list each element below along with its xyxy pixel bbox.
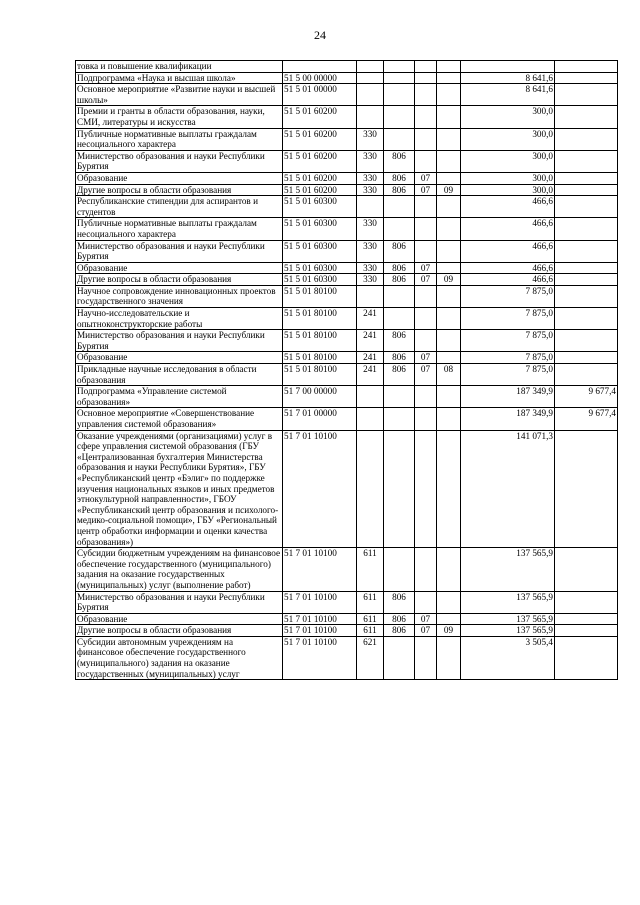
amount-cell: 7 875,0: [461, 308, 555, 330]
table-row: [76, 150, 618, 172]
row-name-cell: Подпрограмма «Управление системой образования»: [76, 386, 283, 408]
amount-extra-cell: [555, 72, 618, 84]
target-code-cell: [283, 61, 357, 73]
amount-extra-cell: [555, 330, 618, 352]
amount-cell: 300,0: [461, 106, 555, 128]
admin-code-cell: 806: [384, 184, 415, 196]
amount-extra-cell: [555, 430, 618, 548]
amount-cell: 300,0: [461, 150, 555, 172]
table-row: [76, 548, 618, 591]
row-name-cell: Министерство образования и науки Республики Бурятия: [76, 591, 283, 613]
admin-code-cell: 806: [384, 364, 415, 386]
budget-table: [75, 60, 618, 680]
target-code-cell: 51 5 01 00000: [283, 84, 357, 106]
table-row: [76, 308, 618, 330]
expense-type-cell: 241: [357, 364, 384, 386]
subsection-cell: 09: [437, 625, 461, 637]
amount-extra-cell: [555, 364, 618, 386]
expense-type-cell: 330: [357, 172, 384, 184]
row-name-cell: Публичные нормативные выплаты граждалам несоциального характера: [76, 218, 283, 240]
section-cell: [415, 285, 437, 307]
target-code-cell: 51 5 01 80100: [283, 308, 357, 330]
subsection-cell: [437, 172, 461, 184]
section-cell: [415, 196, 437, 218]
amount-extra-cell: [555, 625, 618, 637]
section-cell: 07: [415, 262, 437, 274]
table-row: [76, 61, 618, 73]
admin-code-cell: [384, 430, 415, 548]
subsection-cell: [437, 106, 461, 128]
table-row: [76, 352, 618, 364]
amount-extra-cell: [555, 352, 618, 364]
row-name-cell: Субсидии бюджетным учреждениям на финансовое обеспечение государственного (муниципального) задания на оказание государственных (муниципальных) услуг (выполнение работ): [76, 548, 283, 591]
row-name-cell: Образование: [76, 172, 283, 184]
target-code-cell: 51 7 00 00000: [283, 386, 357, 408]
section-cell: [415, 591, 437, 613]
amount-cell: 300,0: [461, 172, 555, 184]
subsection-cell: [437, 84, 461, 106]
target-code-cell: 51 5 01 60200: [283, 184, 357, 196]
expense-type-cell: 611: [357, 613, 384, 625]
target-code-cell: 51 5 01 60200: [283, 150, 357, 172]
amount-cell: 466,6: [461, 262, 555, 274]
table-row: [76, 262, 618, 274]
expense-type-cell: [357, 408, 384, 430]
subsection-cell: [437, 72, 461, 84]
expense-type-cell: 330: [357, 274, 384, 286]
target-code-cell: 51 7 01 00000: [283, 408, 357, 430]
section-cell: [415, 330, 437, 352]
section-cell: 07: [415, 184, 437, 196]
table-row: [76, 84, 618, 106]
amount-extra-cell: [555, 150, 618, 172]
target-code-cell: 51 5 01 60300: [283, 262, 357, 274]
table-row: [76, 172, 618, 184]
amount-cell: 466,6: [461, 218, 555, 240]
expense-type-cell: 241: [357, 330, 384, 352]
admin-code-cell: 806: [384, 150, 415, 172]
admin-code-cell: 806: [384, 625, 415, 637]
admin-code-cell: [384, 196, 415, 218]
amount-cell: 7 875,0: [461, 352, 555, 364]
expense-type-cell: 330: [357, 184, 384, 196]
admin-code-cell: 806: [384, 262, 415, 274]
section-cell: [415, 308, 437, 330]
amount-cell: 8 641,6: [461, 84, 555, 106]
target-code-cell: 51 5 01 60200: [283, 172, 357, 184]
amount-extra-cell: [555, 591, 618, 613]
amount-extra-cell: [555, 184, 618, 196]
subsection-cell: [437, 150, 461, 172]
admin-code-cell: 806: [384, 352, 415, 364]
target-code-cell: 51 7 01 10100: [283, 548, 357, 591]
target-code-cell: 51 5 01 80100: [283, 364, 357, 386]
section-cell: [415, 106, 437, 128]
subsection-cell: [437, 240, 461, 262]
row-name-cell: Другие вопросы в области образования: [76, 274, 283, 286]
table-row: [76, 184, 618, 196]
amount-cell: 466,6: [461, 196, 555, 218]
row-name-cell: Прикладные научные исследования в области образования: [76, 364, 283, 386]
row-name-cell: Республиканские стипендии для аспирантов и студентов: [76, 196, 283, 218]
amount-cell: 466,6: [461, 274, 555, 286]
amount-cell: 137 565,9: [461, 613, 555, 625]
target-code-cell: 51 5 00 00000: [283, 72, 357, 84]
admin-code-cell: [384, 72, 415, 84]
amount-extra-cell: [555, 172, 618, 184]
expense-type-cell: [357, 61, 384, 73]
amount-extra-cell: [555, 84, 618, 106]
row-name-cell: Другие вопросы в области образования: [76, 625, 283, 637]
subsection-cell: [437, 352, 461, 364]
amount-cell: 8 641,6: [461, 72, 555, 84]
admin-code-cell: [384, 61, 415, 73]
expense-type-cell: 241: [357, 352, 384, 364]
row-name-cell: Министерство образования и науки Республики Бурятия: [76, 240, 283, 262]
amount-cell: 187 349,9: [461, 386, 555, 408]
admin-code-cell: [384, 386, 415, 408]
section-cell: 07: [415, 364, 437, 386]
table-row: [76, 72, 618, 84]
expense-type-cell: 330: [357, 128, 384, 150]
row-name-cell: Министерство образования и науки Республики Бурятия: [76, 150, 283, 172]
amount-extra-cell: 9 677,4: [555, 386, 618, 408]
target-code-cell: 51 7 01 10100: [283, 625, 357, 637]
amount-extra-cell: [555, 262, 618, 274]
section-cell: [415, 128, 437, 150]
admin-code-cell: [384, 218, 415, 240]
admin-code-cell: 806: [384, 274, 415, 286]
expense-type-cell: 330: [357, 218, 384, 240]
section-cell: [415, 84, 437, 106]
subsection-cell: [437, 128, 461, 150]
subsection-cell: [437, 196, 461, 218]
amount-extra-cell: [555, 61, 618, 73]
section-cell: [415, 61, 437, 73]
table-row: [76, 128, 618, 150]
target-code-cell: 51 7 01 10100: [283, 591, 357, 613]
section-cell: [415, 240, 437, 262]
subsection-cell: [437, 430, 461, 548]
expense-type-cell: 611: [357, 591, 384, 613]
expense-type-cell: 330: [357, 240, 384, 262]
target-code-cell: 51 7 01 10100: [283, 430, 357, 548]
amount-cell: 7 875,0: [461, 364, 555, 386]
amount-cell: 7 875,0: [461, 330, 555, 352]
target-code-cell: 51 7 01 10100: [283, 636, 357, 679]
target-code-cell: 51 5 01 60300: [283, 274, 357, 286]
expense-type-cell: [357, 84, 384, 106]
table-row: [76, 613, 618, 625]
expense-type-cell: 330: [357, 150, 384, 172]
subsection-cell: 08: [437, 364, 461, 386]
amount-cell: 466,6: [461, 240, 555, 262]
target-code-cell: 51 5 01 60300: [283, 240, 357, 262]
admin-code-cell: 806: [384, 172, 415, 184]
amount-extra-cell: [555, 613, 618, 625]
amount-cell: 3 505,4: [461, 636, 555, 679]
section-cell: 07: [415, 613, 437, 625]
amount-extra-cell: [555, 548, 618, 591]
expense-type-cell: 621: [357, 636, 384, 679]
target-code-cell: 51 5 01 60200: [283, 128, 357, 150]
subsection-cell: [437, 548, 461, 591]
expense-type-cell: [357, 285, 384, 307]
admin-code-cell: [384, 106, 415, 128]
amount-cell: 300,0: [461, 184, 555, 196]
amount-extra-cell: [555, 636, 618, 679]
subsection-cell: [437, 308, 461, 330]
table-row: [76, 408, 618, 430]
amount-extra-cell: [555, 196, 618, 218]
section-cell: [415, 430, 437, 548]
table-row: [76, 106, 618, 128]
amount-cell: 7 875,0: [461, 285, 555, 307]
admin-code-cell: 806: [384, 591, 415, 613]
section-cell: [415, 150, 437, 172]
amount-extra-cell: [555, 274, 618, 286]
subsection-cell: 09: [437, 184, 461, 196]
subsection-cell: [437, 591, 461, 613]
admin-code-cell: 806: [384, 613, 415, 625]
amount-cell: 141 071,3: [461, 430, 555, 548]
subsection-cell: [437, 285, 461, 307]
amount-extra-cell: [555, 285, 618, 307]
row-name-cell: Субсидии автономным учреждениям на финансовое обеспечение государственного (муниципального) задания на оказание государственных (муниципальных) услуг: [76, 636, 283, 679]
target-code-cell: 51 5 01 80100: [283, 352, 357, 364]
section-cell: 07: [415, 352, 437, 364]
subsection-cell: 09: [437, 274, 461, 286]
amount-extra-cell: [555, 106, 618, 128]
section-cell: [415, 548, 437, 591]
subsection-cell: [437, 613, 461, 625]
table-row: [76, 625, 618, 637]
target-code-cell: 51 5 01 60300: [283, 196, 357, 218]
amount-cell: 137 565,9: [461, 625, 555, 637]
table-row: [76, 386, 618, 408]
expense-type-cell: 241: [357, 308, 384, 330]
row-name-cell: Министерство образования и науки Республики Бурятия: [76, 330, 283, 352]
table-row: [76, 218, 618, 240]
row-name-cell: Другие вопросы в области образования: [76, 184, 283, 196]
subsection-cell: [437, 262, 461, 274]
table-row: [76, 636, 618, 679]
expense-type-cell: [357, 196, 384, 218]
row-name-cell: Научно-исследовательские и опытноконструкторские работы: [76, 308, 283, 330]
section-cell: [415, 636, 437, 679]
row-name-cell: Подпрограмма «Наука и высшая школа»: [76, 72, 283, 84]
row-name-cell: Образование: [76, 262, 283, 274]
admin-code-cell: [384, 408, 415, 430]
section-cell: [415, 72, 437, 84]
section-cell: 07: [415, 172, 437, 184]
row-name-cell: Образование: [76, 613, 283, 625]
expense-type-cell: [357, 106, 384, 128]
admin-code-cell: [384, 548, 415, 591]
target-code-cell: 51 5 01 60300: [283, 218, 357, 240]
target-code-cell: 51 7 01 10100: [283, 613, 357, 625]
subsection-cell: [437, 636, 461, 679]
target-code-cell: 51 5 01 80100: [283, 330, 357, 352]
row-name-cell: Образование: [76, 352, 283, 364]
table-row: [76, 285, 618, 307]
table-row: [76, 591, 618, 613]
expense-type-cell: [357, 430, 384, 548]
target-code-cell: 51 5 01 80100: [283, 285, 357, 307]
section-cell: [415, 408, 437, 430]
amount-extra-cell: [555, 240, 618, 262]
expense-type-cell: 611: [357, 548, 384, 591]
row-name-cell: товка и повышение квалификации: [76, 61, 283, 73]
table-row: [76, 430, 618, 548]
table-row: [76, 364, 618, 386]
amount-cell: [461, 61, 555, 73]
subsection-cell: [437, 330, 461, 352]
amount-extra-cell: [555, 218, 618, 240]
admin-code-cell: [384, 84, 415, 106]
subsection-cell: [437, 61, 461, 73]
section-cell: 07: [415, 625, 437, 637]
amount-cell: 137 565,9: [461, 591, 555, 613]
amount-extra-cell: [555, 308, 618, 330]
target-code-cell: 51 5 01 60200: [283, 106, 357, 128]
table-row: [76, 196, 618, 218]
admin-code-cell: [384, 285, 415, 307]
amount-extra-cell: [555, 128, 618, 150]
table-row: [76, 240, 618, 262]
row-name-cell: Основное мероприятие «Развитие науки и высшей школы»: [76, 84, 283, 106]
amount-extra-cell: 9 677,4: [555, 408, 618, 430]
table-row: [76, 274, 618, 286]
subsection-cell: [437, 218, 461, 240]
section-cell: 07: [415, 274, 437, 286]
amount-cell: 300,0: [461, 128, 555, 150]
row-name-cell: Оказание учреждениями (организациями) услуг в сфере управления системой образования (ГБУ «Централизованная бухгалтерия Министерства образования и науки Республики Бурятия», ГБУ «Республиканский центр «Бэлиг» по поддержке изучения национальных языков и иных предметов этнокультурной направленности», ГБОУ «Республиканский центр образования и психолого-медико-социальной помощи», ГБУ «Региональный центр обработки информации и оценки качества образования»): [76, 430, 283, 548]
admin-code-cell: [384, 636, 415, 679]
amount-cell: 137 565,9: [461, 548, 555, 591]
row-name-cell: Премии и гранты в области образования, науки, СМИ, литературы и искусства: [76, 106, 283, 128]
expense-type-cell: [357, 386, 384, 408]
section-cell: [415, 386, 437, 408]
admin-code-cell: [384, 308, 415, 330]
admin-code-cell: 806: [384, 330, 415, 352]
expense-type-cell: [357, 72, 384, 84]
expense-type-cell: 611: [357, 625, 384, 637]
subsection-cell: [437, 386, 461, 408]
table-body: [76, 61, 618, 680]
row-name-cell: Основное мероприятие «Совершенствование управления системой образования»: [76, 408, 283, 430]
expense-type-cell: 330: [357, 262, 384, 274]
table-row: [76, 330, 618, 352]
page-number: 24: [314, 28, 326, 42]
section-cell: [415, 218, 437, 240]
admin-code-cell: [384, 128, 415, 150]
row-name-cell: Публичные нормативные выплаты граждалам несоциального характера: [76, 128, 283, 150]
admin-code-cell: 806: [384, 240, 415, 262]
row-name-cell: Научное сопровождение инновационных проектов государственного значения: [76, 285, 283, 307]
subsection-cell: [437, 408, 461, 430]
amount-cell: 187 349,9: [461, 408, 555, 430]
